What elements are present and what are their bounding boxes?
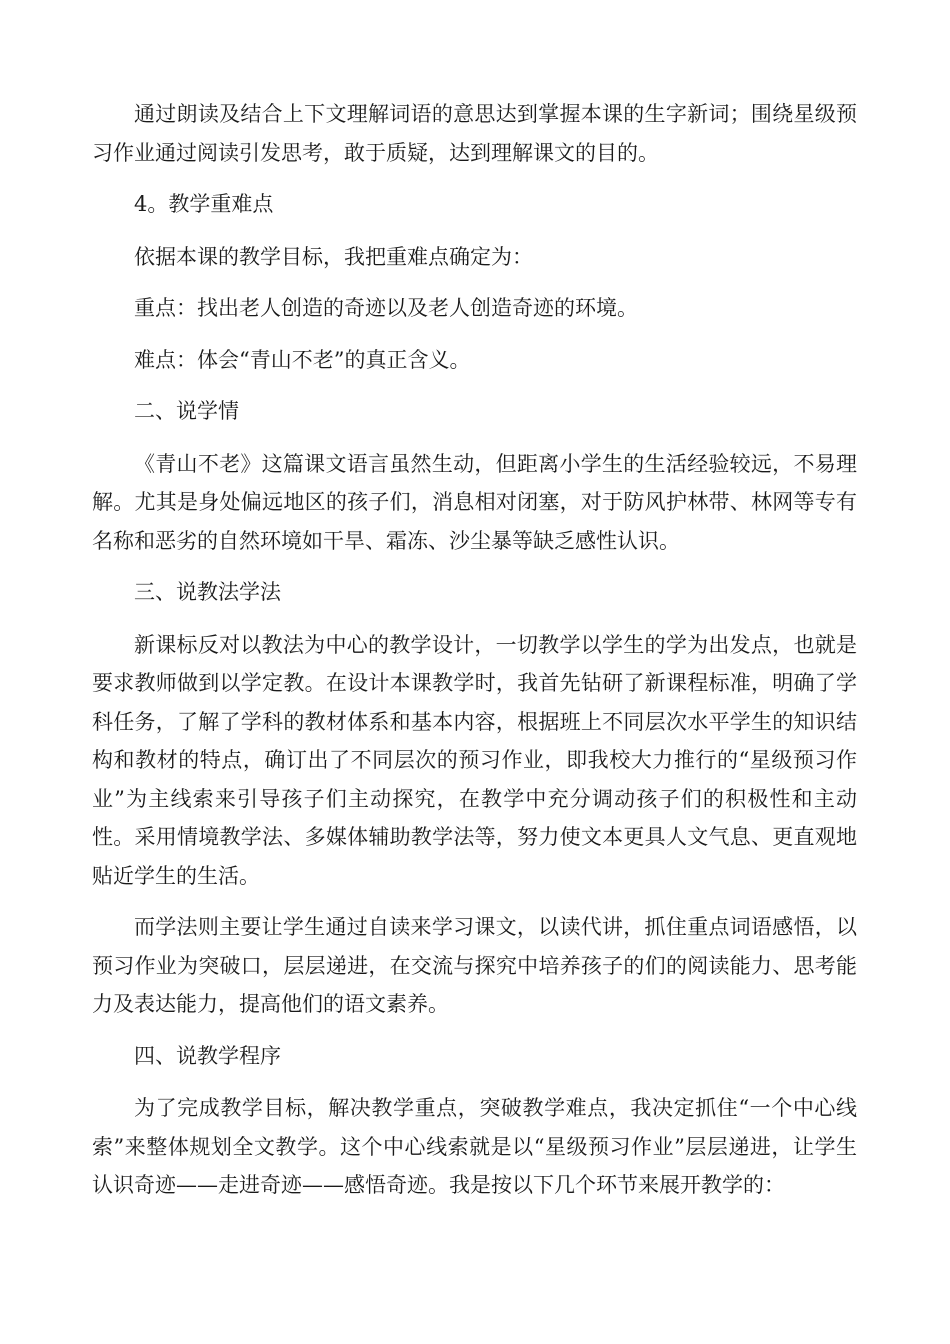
section-heading: 三、说教法学法 [134, 580, 281, 604]
paragraph: 而学法则主要让学生通过自读来学习课文，以读代讲，抓住重点词语感悟，以预习作业为突破口，层层递进，在交流与探究中培养孩子的们的阅读能力、思考能力及表达能力，提高他们的语文素养。 [92, 915, 857, 1016]
paragraph: 通过朗读及结合上下文理解词语的意思达到掌握本课的生字新词；围绕星级预习作业通过阅读引发思考，敢于质疑，达到理解课文的目的。 [92, 102, 857, 165]
section-heading: 4。教学重难点 [134, 192, 274, 216]
paragraph: 《青山不老》这篇课文语言虽然生动，但距离小学生的生活经验较远，不易理解。尤其是身处偏远地区的孩子们，消息相对闭塞，对于防风护林带、林网等专有名称和恶劣的自然环境如干旱、霜冻、沙尘暴等缺乏感性认识。 [92, 451, 857, 553]
section-heading: 四、说教学程序 [134, 1043, 281, 1068]
paragraph: 为了完成教学目标，解决教学重点，突破教学难点，我决定抓住“一个中心线索”来整体规划全文教学。这个中心线索就是以“星级预习作业”层层递进，让学生认识奇迹——走进奇迹——感悟奇迹。我是按以下几个环节来展开教学的： [92, 1096, 857, 1197]
section-heading: 二、说学情 [134, 399, 239, 423]
paragraph: 新课标反对以教法为中心的教学设计，一切教学以学生的学为出发点，也就是要求教师做到以学定教。在设计本课教学时，我首先钻研了新课程标准，明确了学科任务，了解了学科的教材体系和基本内容，根据班上不同层次水平学生的知识结构和教材的特点，确订出了不同层次的预习作业，即我校大力推行的“星级预习作业”为主线索来引导孩子们主动探究，在教学中充分调动孩子们的积极性和主动性。采用情境教学法、多媒体辅助教学法等，努力使文本更具人文气息、更直观地贴近学生的生活。 [92, 632, 857, 888]
paragraph: 重点：找出老人创造的奇迹以及老人创造奇迹的环境。 [134, 296, 638, 320]
document-page [92, 95, 857, 1218]
paragraph: 依据本课的教学目标，我把重难点确定为： [134, 244, 533, 269]
paragraph: 难点：体会“青山不老”的真正含义。 [134, 347, 471, 372]
